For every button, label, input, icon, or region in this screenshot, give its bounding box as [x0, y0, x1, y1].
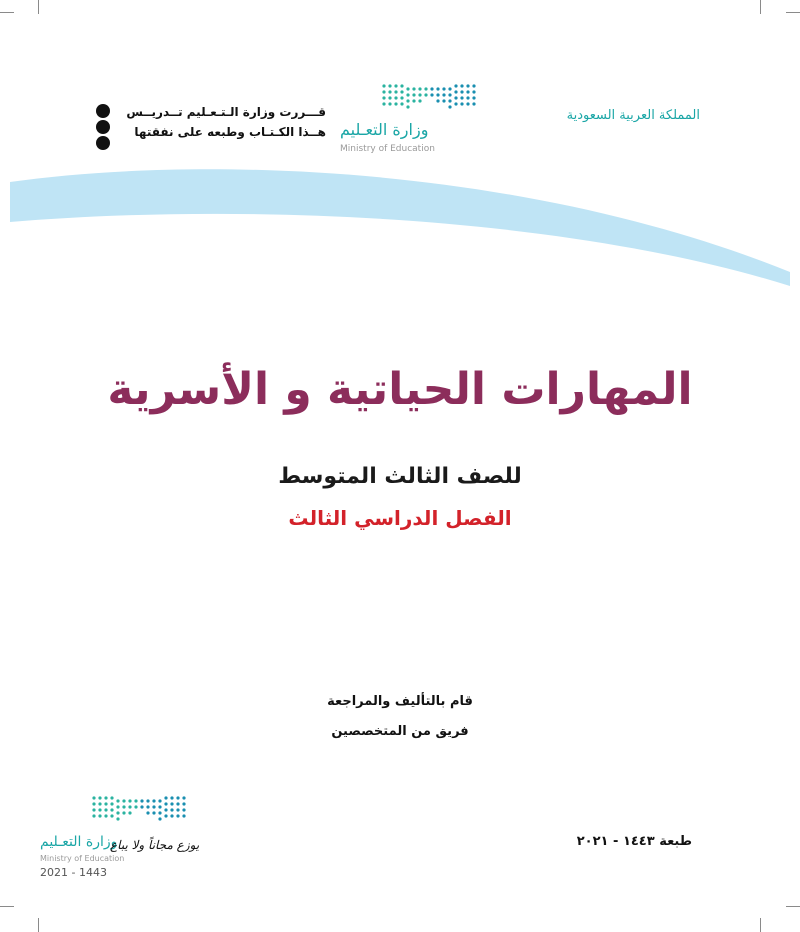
decree-text — [96, 102, 326, 142]
crop-mark — [0, 906, 14, 907]
footer-ministry-name-ar: وزارة التعـليم — [40, 834, 118, 850]
credit-line-1: قام بالتأليف والمراجعة — [327, 694, 473, 709]
crop-mark — [760, 918, 761, 932]
ministry-logo-icon — [90, 794, 240, 830]
crop-mark — [38, 0, 39, 14]
crop-mark — [0, 12, 14, 13]
decree-line-1: قـــررت وزارة الـتـعـليم تــدريــس — [126, 105, 326, 119]
ministry-logo — [336, 82, 496, 162]
crop-mark — [786, 12, 800, 13]
crop-mark — [38, 918, 39, 932]
decree-line-2: هــذا الكـتـاب وطبعه على نفقتها — [134, 125, 326, 139]
footer-year: 2021 - 1443 — [40, 866, 107, 879]
ministry-name-ar: وزارة التعـليم — [340, 120, 429, 139]
footer-ministry-logo — [40, 794, 200, 884]
kingdom-label: المملكة العربية السعودية — [566, 108, 700, 123]
edition-label: طبعة ١٤٤٣ - ٢٠٢١ — [576, 834, 692, 849]
credit-line-2: فريق من المتخصصين — [331, 724, 469, 739]
crop-mark — [786, 906, 800, 907]
footer-ministry-name-en: Ministry of Education — [40, 854, 125, 863]
semester-label: الفصل الدراسي الثالث — [288, 506, 512, 530]
book-title: المهارات الحياتية و الأسرية — [107, 364, 693, 415]
blue-wave — [10, 162, 790, 462]
crop-mark — [760, 0, 761, 14]
grade-subtitle: للصف الثالث المتوسط — [278, 464, 522, 489]
ministry-logo-icon — [336, 82, 496, 118]
free-distribution-note: يوزع مجاناً ولا يباع — [110, 838, 200, 852]
book-cover — [10, 12, 790, 920]
ministry-name-en: Ministry of Education — [340, 144, 435, 154]
